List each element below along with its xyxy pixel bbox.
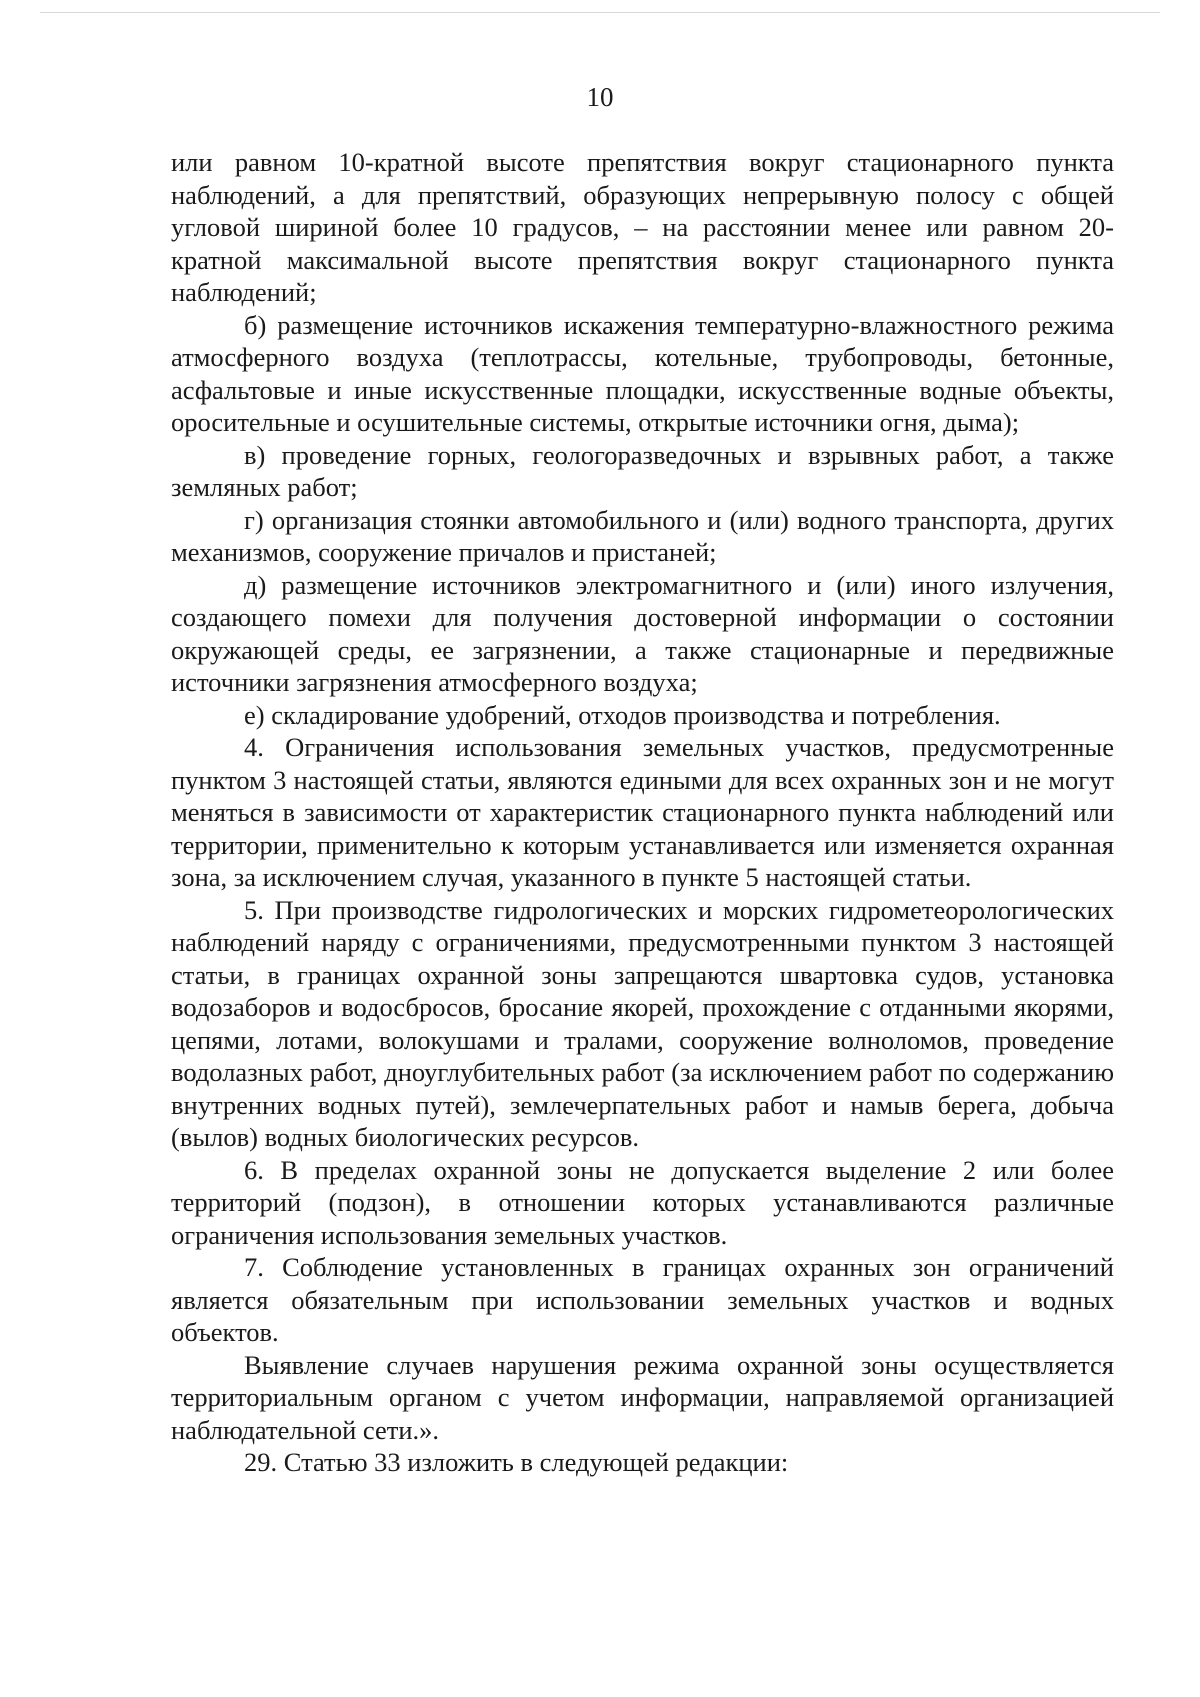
paragraph-item-v: в) проведение горных, геологоразведочных и взрывных работ, а также земляных работ; — [171, 439, 1114, 502]
paragraph-point-7: 7. Соблюдение установленных в границах охранных зон ограничений является обязательным при использовании земельных участков и водных объектов. — [171, 1252, 1114, 1347]
page-number: 10 — [586, 82, 614, 112]
document-body — [171, 146, 1114, 1479]
paragraph-item-e: е) складирование удобрений, отходов производства и потребления. — [244, 699, 1001, 730]
paragraph-continuation: или равном 10-кратной высоте препятствия вокруг стационарного пункта наблюдений, а для препятствий, образующих непрерывную полосу с общей угловой шириной более 10 градусов, – на расстоянии менее или равном 20-кратной максимальной высоте препятствия вокруг стационарного пункта наблюдений; — [171, 147, 1114, 307]
paragraph-item-b: б) размещение источников искажения температурно-влажностного режима атмосферного воздуха (теплотрассы, котельные, трубопроводы, бетонные, асфальтовые и иные искусственные площадки, искусственные водные объекты, оросительные и осушительные системы, открытые источники огня, дыма); — [171, 309, 1114, 437]
paragraph-item-g: г) организация стоянки автомобильного и (или) водного транспорта, других механизмов, сооружение причалов и пристаней; — [171, 504, 1114, 567]
scan-edge-line — [40, 12, 1160, 13]
paragraph-point-29: 29. Статью 33 изложить в следующей редакции: — [244, 1447, 789, 1477]
paragraph-violations: Выявление случаев нарушения режима охранной зоны осуществляется территориальным органом с учетом информации, направляемой организацией наблюдательной сети.». — [171, 1349, 1114, 1445]
paragraph-point-6: 6. В пределах охранной зоны не допускается выделение 2 или более территорий (подзон), в отношении которых устанавливаются различные ограничения использования земельных участков. — [171, 1154, 1114, 1250]
paragraph-item-d: д) размещение источников электромагнитного и (или) иного излучения, создающего помехи для получения достоверной информации о состоянии окружающей среды, ее загрязнении, а также стационарные и передвижные источники загрязнения атмосферного воздуха; — [171, 569, 1114, 697]
paragraph-point-5: 5. При производстве гидрологических и морских гидрометеорологических наблюдений наряду с ограничениями, предусмотренными пунктом 3 настоящей статьи, в границах охранной зоны запрещаются швартовка судов, установка водозаборов и водосбросов, бросание якорей, прохождение с отданными якорями, цепями, лотами, волокушами и тралами, сооружение волноломов, проведение водолазных работ, дноуглубительных работ (за исключением работ по содержанию внутренних водных путей), землечерпательных работ и намыв берега, добыча (вылов) водных биологических ресурсов. — [171, 894, 1114, 1152]
paragraph-point-4: 4. Ограничения использования земельных участков, предусмотренные пунктом 3 настоящей статьи, являются едиными для всех охранных зон и не могут меняться в зависимости от характеристик стационарного пункта наблюдений или территории, применительно к которым устанавливается или изменяется охранная зона, за исключением случая, указанного в пункте 5 настоящей статьи. — [171, 732, 1114, 892]
